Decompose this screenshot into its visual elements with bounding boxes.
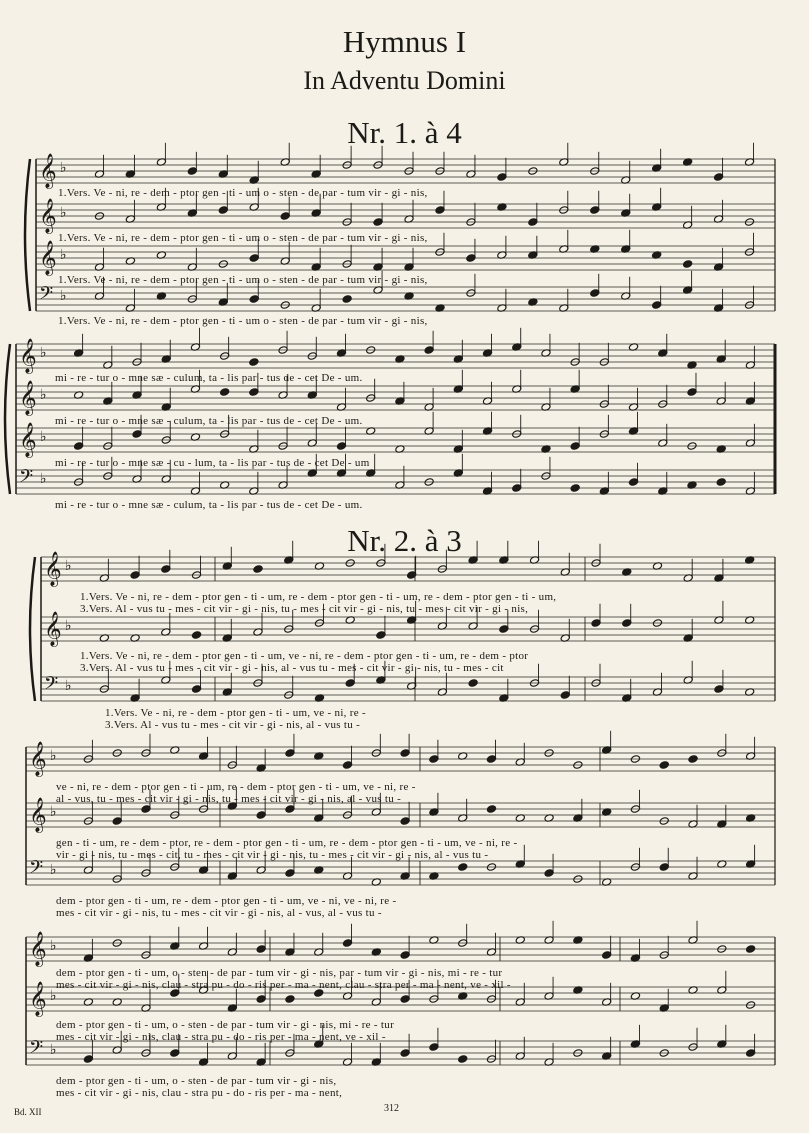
notehead [499,625,509,634]
flat-key-signature-icon: ♭ [40,345,47,362]
bass-clef-icon: 𝄢 [29,1037,44,1063]
notehead [249,388,259,397]
notehead [376,631,386,640]
notehead [170,1049,180,1058]
flat-key-signature-icon: ♭ [60,160,67,177]
notehead [400,1049,410,1058]
notehead [280,212,290,221]
notehead [285,749,295,758]
bass-clef-icon: 𝄢 [39,283,54,309]
notehead [590,289,600,298]
notehead [74,442,84,451]
lyric-line: dem - ptor gen - ti - um, o - sten - de par - tum vir - gi - nis, [56,1075,337,1087]
notehead [220,388,230,397]
notehead [256,945,266,954]
notehead [285,995,295,1004]
system-brace [5,344,10,494]
lyric-line: 1.Vers. Ve - ni, re - dem - ptor gen - ti - um o - sten - de par - tum vir - gi - nis, [58,315,428,327]
flat-key-signature-icon: ♭ [50,804,57,821]
notehead [714,173,724,182]
notehead [622,619,632,628]
system-brace [30,557,35,701]
notehead [285,805,295,814]
notehead [659,863,669,872]
lyric-line: al - vus, tu - mes - cit vir - gi - nis, tu - mes - cit vir - gi - nis, al - vus tu - [56,793,402,805]
treble-clef-icon: 𝄞 [44,611,62,647]
notehead [112,817,122,826]
lyric-line: 3.Vers. Al - vus tu - mes - cit vir - gi - nis, al - vus tu - mes - cit vir - gi - nis, tu - mes - cit [80,662,504,674]
flat-key-signature-icon: ♭ [50,988,57,1005]
notehead [132,430,142,439]
notehead [253,565,263,574]
notehead [486,755,496,764]
notehead [659,761,669,770]
notehead [466,254,476,263]
lyric-line: 1.Vers. Ve - ni, re - dem - ptor gen - ti - um o - sten - de par - tum vir - gi - nis, [58,187,428,199]
music-system-3 [35,551,780,735]
lyric-line: mi - re - tur o - mne sæ - culum, ta - lis par - tus de - cet De - um. [55,499,363,511]
page-number: 312 [384,1103,399,1114]
notehead [688,755,698,764]
flat-key-signature-icon: ♭ [50,1042,57,1059]
lyric-line: 1.Vers. Ve - ni, re - dem - ptor gen - ti - um, re - dem - ptor gen - ti - um, re - dem - ptor gen - ti - um, [80,591,557,603]
notehead [602,951,612,960]
notehead [400,951,410,960]
lyric-line: 1.Vers. Ve - ni, re - dem - ptor gen - ti - um, ve - ni, re - [105,707,366,719]
notehead [191,685,201,694]
notehead [468,679,478,688]
notehead [746,1049,756,1058]
lyric-line: mes - cit vir - gi - nis, tu - mes - cit vir - gi - nis, al - vus, al - vus tu - [56,907,382,919]
notehead [716,478,726,487]
treble-clef-icon: 𝄞 [29,981,47,1017]
notehead [628,478,638,487]
notehead [590,206,600,215]
notehead [256,811,266,820]
notehead [570,484,580,493]
lyric-line: dem - ptor gen - ti - um, o - sten - de par - tum vir - gi - nis, mi - re - tur [56,1019,395,1031]
lyric-line: gen - ti - um, re - dem - ptor, re - dem - ptor gen - ti - um, re - dem - ptor gen - ti - um, ve - ni, re - [56,837,518,849]
notehead [342,939,352,948]
notehead [683,260,693,269]
treble-clef-icon: 𝄞 [29,931,47,967]
flat-key-signature-icon: ♭ [50,862,57,879]
notehead [400,817,410,826]
hymn-title: Hymnus I [342,24,467,59]
notehead [746,945,756,954]
treble-clef-icon: 𝄞 [19,422,37,458]
notehead [687,388,697,397]
treble-clef-icon: 𝄞 [29,741,47,777]
lyric-line: mi - re - tur o - mne sæ - culum, ta - lis par - tus de - cet De - um. [55,415,363,427]
treble-clef-icon: 𝄞 [29,797,47,833]
notehead [191,631,201,640]
notehead [285,869,295,878]
treble-clef-icon: 𝄞 [39,198,57,234]
notehead [486,805,496,814]
lyric-line: mes - cit vir - gi - nis, clau - stra pu - do - ris per - ma - nent, [56,1087,343,1099]
section-heading-nr2: Nr. 2. à 3 [347,523,462,558]
staff-notation-2 [10,340,780,520]
notehead [256,995,266,1004]
flat-key-signature-icon: ♭ [65,558,72,575]
volume-label: Bd. XII [14,1107,42,1117]
lyric-line: mes - cit vir - gi - nis, clau - stra pu - do - ris per - ma - nent, ve - xil - [56,1031,386,1043]
notehead [249,358,259,367]
lyric-line: 1.Vers. Ve - ni, re - dem - ptor gen - ti - um o - sten - de par - tum vir - gi - nis, [58,274,428,286]
flat-key-signature-icon: ♭ [40,471,47,488]
lyric-line: 1.Vers. Ve - ni, re - dem - ptor gen - ti - um o - sten - de par - tum vir - gi - nis, [58,232,428,244]
notehead [342,761,352,770]
notehead [336,442,346,451]
notehead [400,995,410,1004]
notehead [249,254,259,263]
notehead [652,301,662,310]
notehead [218,206,228,215]
hymn-subtitle: In Adventu Domini [303,66,506,95]
flat-key-signature-icon: ♭ [60,247,67,264]
flat-key-signature-icon: ♭ [60,205,67,222]
flat-key-signature-icon: ♭ [40,387,47,404]
music-system-2 [10,340,780,520]
notehead [400,749,410,758]
notehead [544,869,554,878]
treble-clef-icon: 𝄞 [39,153,57,189]
notehead [187,167,197,176]
notehead [591,619,601,628]
notehead [345,679,355,688]
flat-key-signature-icon: ♭ [50,938,57,955]
notehead [141,805,151,814]
lyric-line: mi - re - tur o - mne sæ - culum, ta - lis par - tus de - cet De - um. [55,372,363,384]
notehead [458,1055,468,1064]
lyric-line: dem - ptor gen - ti - um, re - dem - ptor gen - ti - um, ve - ni, ve - ni, re - [56,895,397,907]
notehead [497,173,507,182]
music-system-1 [30,155,780,335]
treble-clef-icon: 𝄞 [19,380,37,416]
notehead [83,1055,93,1064]
flat-key-signature-icon: ♭ [50,748,57,765]
lyric-line: dem - ptor gen - ti - um, o - sten - de par - tum vir - gi - nis, par - tum vir - gi - nis, mi - re - tur [56,967,503,979]
notehead [373,218,383,227]
notehead [435,206,445,215]
notehead [458,863,468,872]
flat-key-signature-icon: ♭ [40,429,47,446]
bass-clef-icon: 𝄢 [44,673,59,699]
staff-notation-1 [30,155,780,335]
notehead [424,346,434,355]
flat-key-signature-icon: ♭ [60,288,67,305]
notehead [512,484,522,493]
treble-clef-icon: 𝄞 [19,338,37,374]
notehead [429,755,439,764]
notehead [528,218,538,227]
music-system-4 [20,741,780,925]
bass-clef-icon: 𝄢 [19,466,34,492]
treble-clef-icon: 𝄞 [44,551,62,587]
notehead [570,442,580,451]
flat-key-signature-icon: ♭ [65,678,72,695]
lyric-line: vir - gi - nis, tu - mes - cit, tu - mes - cit vir - gi - nis, tu - mes - cit vir - gi - nis, al - vus tu - [56,849,489,861]
notehead [130,571,140,580]
notehead [560,691,570,700]
notehead [249,295,259,304]
notehead [714,685,724,694]
notehead [342,295,352,304]
treble-clef-icon: 𝄞 [39,240,57,276]
lyric-line: 3.Vers. Al - vus tu - mes - cit vir - gi - nis, al - vus tu - [105,719,361,731]
system-brace [25,159,30,311]
notehead [161,565,171,574]
notehead [429,1043,439,1052]
lyric-line: 3.Vers. Al - vus tu - mes - cit vir - gi - nis, tu - mes - cit vir - gi - nis, tu - mes - cit vir - gi - nis, [80,603,529,615]
lyric-line: mi - re - tur o - mne sæ - cu - lum, ta - lis par - tus de - cet De - um [55,457,370,469]
flat-key-signature-icon: ♭ [65,618,72,635]
music-system-5 [20,931,780,1105]
section-heading-nr1: Nr. 1. à 4 [347,115,462,150]
bass-clef-icon: 𝄢 [29,857,44,883]
lyric-line: mes - cit vir - gi - nis, clau - stra pu - do - ris per - ma - nent, clau - stra per - ma - nent, ve - xil - [56,979,511,991]
lyric-line: ve - ni, re - dem - ptor gen - ti - um, re - dem - ptor gen - ti - um, ve - ni, re - [56,781,416,793]
lyric-line: 1.Vers. Ve - ni, re - dem - ptor gen - ti - um, ve - ni, re - dem - ptor gen - ti - um, re - dem - ptor [80,650,529,662]
